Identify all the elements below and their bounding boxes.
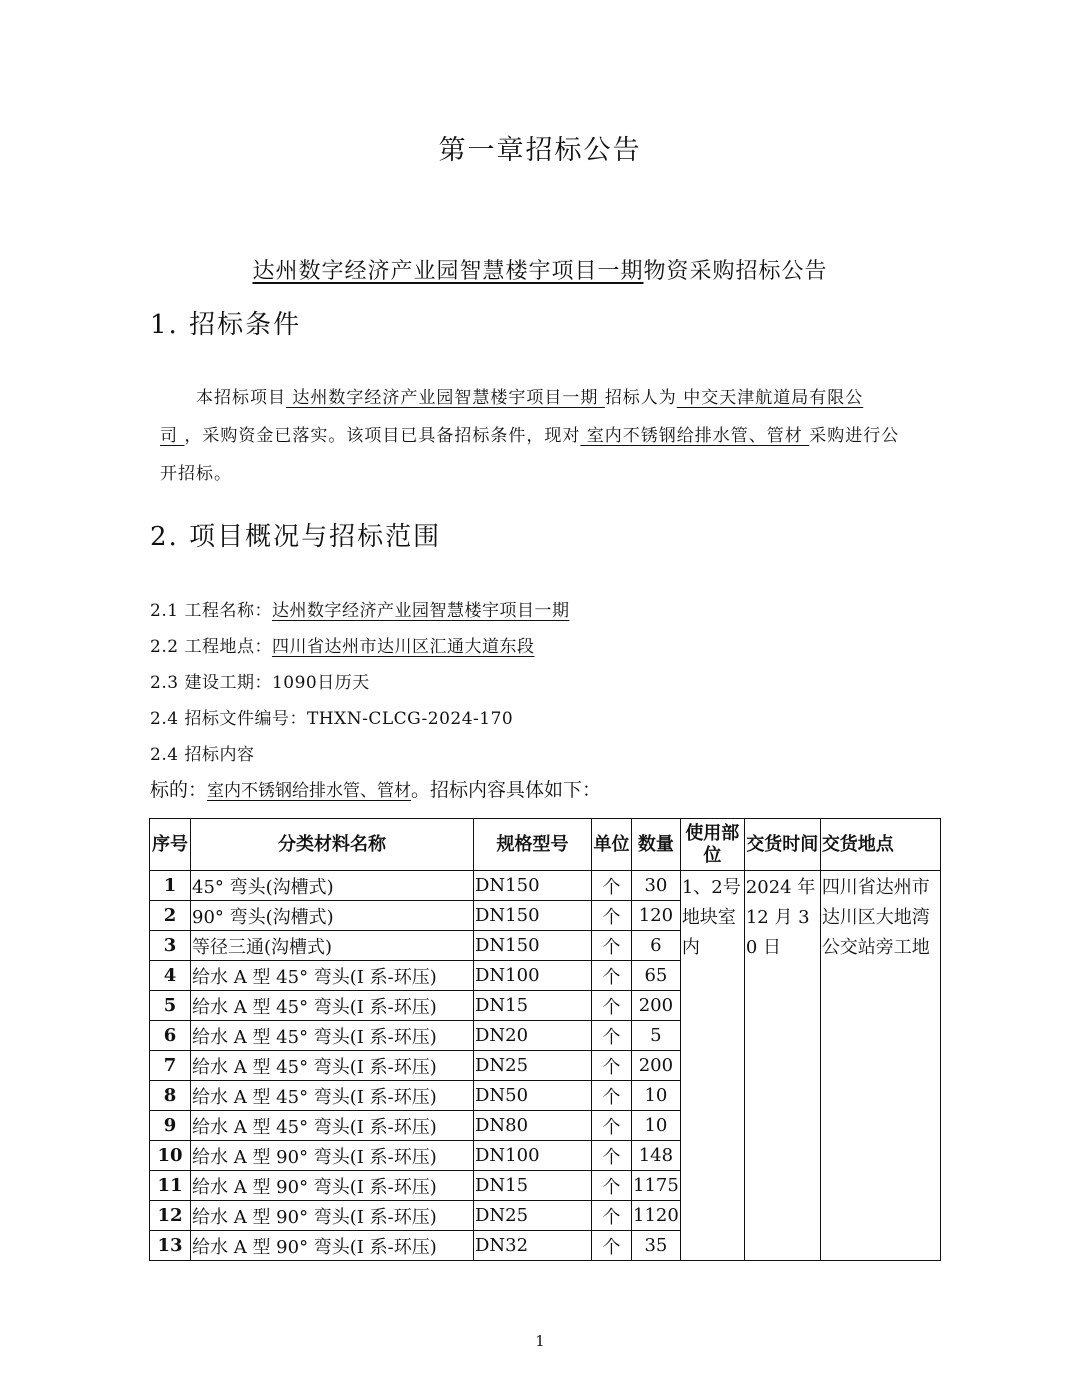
cell-material-name: 等径三通(沟槽式) <box>191 931 474 961</box>
para-text: 招标人为 <box>604 388 677 408</box>
cell-unit: 个 <box>592 991 632 1021</box>
cell-index: 6 <box>150 1021 191 1051</box>
target-suffix: 。招标内容具体如下： <box>411 779 602 801</box>
para-goods: 室内不锈钢给排水管、管材 <box>580 426 810 446</box>
cell-spec: DN32 <box>474 1231 592 1261</box>
cell-unit: 个 <box>592 1111 632 1141</box>
cell-index: 2 <box>150 901 191 931</box>
cell-material-name: 给水 A 型 45° 弯头(I 系-环压) <box>191 961 474 991</box>
project-info-item <box>150 704 513 729</box>
cell-material-name: 给水 A 型 45° 弯头(I 系-环压) <box>191 1111 474 1141</box>
cell-quantity: 200 <box>632 1051 681 1081</box>
cell-spec: DN100 <box>474 961 592 991</box>
cell-material-name: 给水 A 型 45° 弯头(I 系-环压) <box>191 1081 474 1111</box>
item-label: 2.2 工程地点： <box>150 637 272 657</box>
cell-material-name: 90° 弯头(沟槽式) <box>191 901 474 931</box>
para-line-3: 开招标。 <box>160 464 232 484</box>
cell-unit: 个 <box>592 1201 632 1231</box>
cell-spec: DN100 <box>474 1141 592 1171</box>
cell-index: 3 <box>150 931 191 961</box>
notice-title <box>0 254 1080 285</box>
cell-delivery-place: 四川省达州市达川区大地湾公交站旁工地 <box>820 871 940 1261</box>
cell-index: 9 <box>150 1111 191 1141</box>
cell-spec: DN25 <box>474 1201 592 1231</box>
cell-unit: 个 <box>592 871 632 901</box>
cell-quantity: 65 <box>632 961 681 991</box>
cell-spec: DN150 <box>474 871 592 901</box>
cell-material-name: 45° 弯头(沟槽式) <box>191 871 474 901</box>
chapter-title: 第一章招标公告 <box>438 135 642 166</box>
cell-unit: 个 <box>592 961 632 991</box>
cell-index: 13 <box>150 1231 191 1261</box>
cell-spec: DN150 <box>474 931 592 961</box>
target-value: 室内不锈钢给排水管、管材 <box>207 781 412 801</box>
cell-material-name: 给水 A 型 45° 弯头(I 系-环压) <box>191 991 474 1021</box>
header-quantity: 数量 <box>632 819 681 871</box>
header-usage-location: 使用部位 <box>680 819 744 871</box>
cell-spec: DN25 <box>474 1051 592 1081</box>
cell-index: 1 <box>150 871 191 901</box>
cell-spec: DN50 <box>474 1081 592 1111</box>
cell-delivery-time: 2024 年 12 月 30 日 <box>744 871 820 1261</box>
cell-quantity: 6 <box>632 931 681 961</box>
cell-unit: 个 <box>592 1231 632 1261</box>
cell-unit: 个 <box>592 901 632 931</box>
project-info-item <box>150 668 370 693</box>
header-material-name: 分类材料名称 <box>191 819 474 871</box>
cell-index: 10 <box>150 1141 191 1171</box>
item-label: 2.4 招标文件编号： <box>150 709 307 729</box>
table-header-row <box>150 819 941 871</box>
cell-index: 4 <box>150 961 191 991</box>
cell-quantity: 1120 <box>632 1201 681 1231</box>
cell-spec: DN150 <box>474 901 592 931</box>
para-text: 采购进行公 <box>809 426 900 446</box>
cell-usage-location: 1、2号地块室内 <box>680 871 744 1261</box>
item-value: 1090日历天 <box>271 673 370 693</box>
cell-unit: 个 <box>592 1141 632 1171</box>
header-spec: 规格型号 <box>474 819 592 871</box>
cell-index: 11 <box>150 1171 191 1201</box>
project-info-item <box>150 596 569 621</box>
target-label: 标的： <box>150 779 208 801</box>
cell-unit: 个 <box>592 931 632 961</box>
cell-quantity: 35 <box>632 1231 681 1261</box>
para-text: 本招标项目 <box>196 388 286 408</box>
cell-index: 5 <box>150 991 191 1021</box>
para-tenderer: 中交天津航道局有限公 <box>676 388 864 408</box>
cell-quantity: 10 <box>632 1081 681 1111</box>
para-text: ，采购资金已落实。该项目已具备招标条件，现对 <box>184 426 581 446</box>
cell-material-name: 给水 A 型 90° 弯头(I 系-环压) <box>191 1141 474 1171</box>
cell-quantity: 200 <box>632 991 681 1021</box>
cell-quantity: 10 <box>632 1111 681 1141</box>
item-label: 2.3 建设工期： <box>150 673 272 693</box>
cell-unit: 个 <box>592 1081 632 1111</box>
cell-quantity: 148 <box>632 1141 681 1171</box>
cell-unit: 个 <box>592 1021 632 1051</box>
para-line-2 <box>160 421 899 446</box>
cell-index: 8 <box>150 1081 191 1111</box>
cell-quantity: 120 <box>632 901 681 931</box>
cell-material-name: 给水 A 型 90° 弯头(I 系-环压) <box>191 1201 474 1231</box>
item-value: 四川省达州市达川区汇通大道东段 <box>271 637 535 657</box>
cell-material-name: 给水 A 型 90° 弯头(I 系-环压) <box>191 1231 474 1261</box>
cell-quantity: 5 <box>632 1021 681 1051</box>
cell-material-name: 给水 A 型 90° 弯头(I 系-环压) <box>191 1171 474 1201</box>
cell-quantity: 30 <box>632 871 681 901</box>
para-tenderer: 司 <box>160 426 185 446</box>
item-value: THXN-CLCG-2024-170 <box>306 709 514 729</box>
project-info-item <box>150 740 254 765</box>
header-unit: 单位 <box>592 819 632 871</box>
para-project-name: 达州数字经济产业园智慧楼宇项目一期 <box>286 388 605 408</box>
cell-index: 12 <box>150 1201 191 1231</box>
page-number: 1 <box>535 1332 545 1350</box>
target-line <box>150 775 601 802</box>
section-heading-1: 1. 招标条件 <box>150 310 302 340</box>
table-row <box>150 871 941 901</box>
cell-spec: DN15 <box>474 991 592 1021</box>
header-delivery-place: 交货地点 <box>820 819 940 871</box>
cell-unit: 个 <box>592 1051 632 1081</box>
cell-unit: 个 <box>592 1171 632 1201</box>
cell-material-name: 给水 A 型 45° 弯头(I 系-环压) <box>191 1051 474 1081</box>
cell-index: 7 <box>150 1051 191 1081</box>
cell-material-name: 给水 A 型 45° 弯头(I 系-环压) <box>191 1021 474 1051</box>
item-label: 2.1 工程名称： <box>150 601 272 621</box>
notice-title-rest: 物资采购招标公告 <box>643 259 828 284</box>
materials-table <box>149 818 941 1261</box>
project-info-item <box>150 632 534 657</box>
para-line-1 <box>196 383 863 408</box>
notice-title-project: 达州数字经济产业园智慧楼宇项目一期 <box>252 259 644 284</box>
cell-quantity: 1175 <box>632 1171 681 1201</box>
header-delivery-time: 交货时间 <box>744 819 820 871</box>
cell-spec: DN20 <box>474 1021 592 1051</box>
cell-spec: DN15 <box>474 1171 592 1201</box>
item-label: 2.4 招标内容 <box>150 745 255 765</box>
section-heading-2: 2. 项目概况与招标范围 <box>150 522 442 552</box>
header-index: 序号 <box>150 819 191 871</box>
item-value: 达州数字经济产业园智慧楼宇项目一期 <box>271 601 570 621</box>
cell-spec: DN80 <box>474 1111 592 1141</box>
